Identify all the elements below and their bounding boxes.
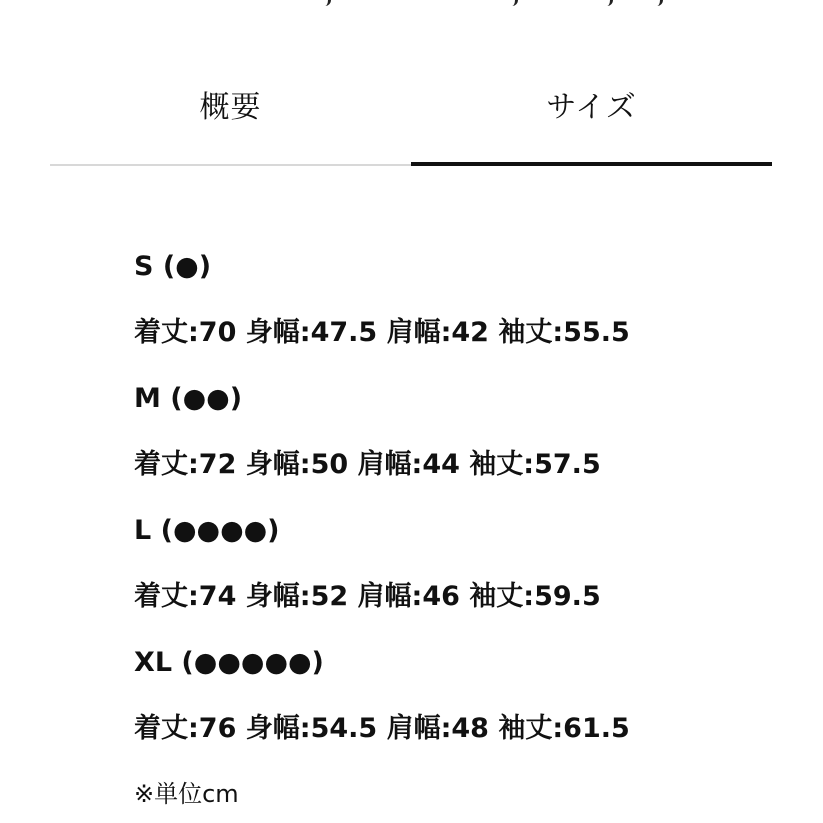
size-measurements-m: 着丈:72 身幅:50 肩幅:44 袖丈:57.5 [134, 449, 601, 480]
tab-overview[interactable] [50, 60, 411, 166]
size-measurements-l: 着丈:74 身幅:52 肩幅:46 袖丈:59.5 [134, 581, 601, 612]
tab-overview-label: 概要 [199, 90, 262, 125]
clipped-glyph [600, 0, 613, 6]
size-label-s: S (●) [134, 251, 212, 282]
clipped-glyph [505, 0, 518, 6]
size-measurements-xl: 着丈:76 身幅:54.5 肩幅:48 袖丈:61.5 [134, 713, 630, 744]
clipped-header-fragment [0, 0, 823, 8]
size-measurements-s: 着丈:70 身幅:47.5 肩幅:42 袖丈:55.5 [134, 317, 630, 348]
tab-bar [50, 60, 772, 166]
tab-size-label: サイズ [546, 90, 637, 125]
clipped-glyph [318, 0, 331, 6]
size-info [134, 250, 794, 810]
size-label-xl: XL (●●●●●) [134, 647, 324, 678]
unit-note: ※単位cm [134, 780, 239, 808]
size-label-l: L (●●●●) [134, 515, 280, 546]
clipped-glyph [650, 0, 663, 6]
tab-size[interactable] [411, 60, 772, 166]
size-label-m: M (●●) [134, 383, 243, 414]
